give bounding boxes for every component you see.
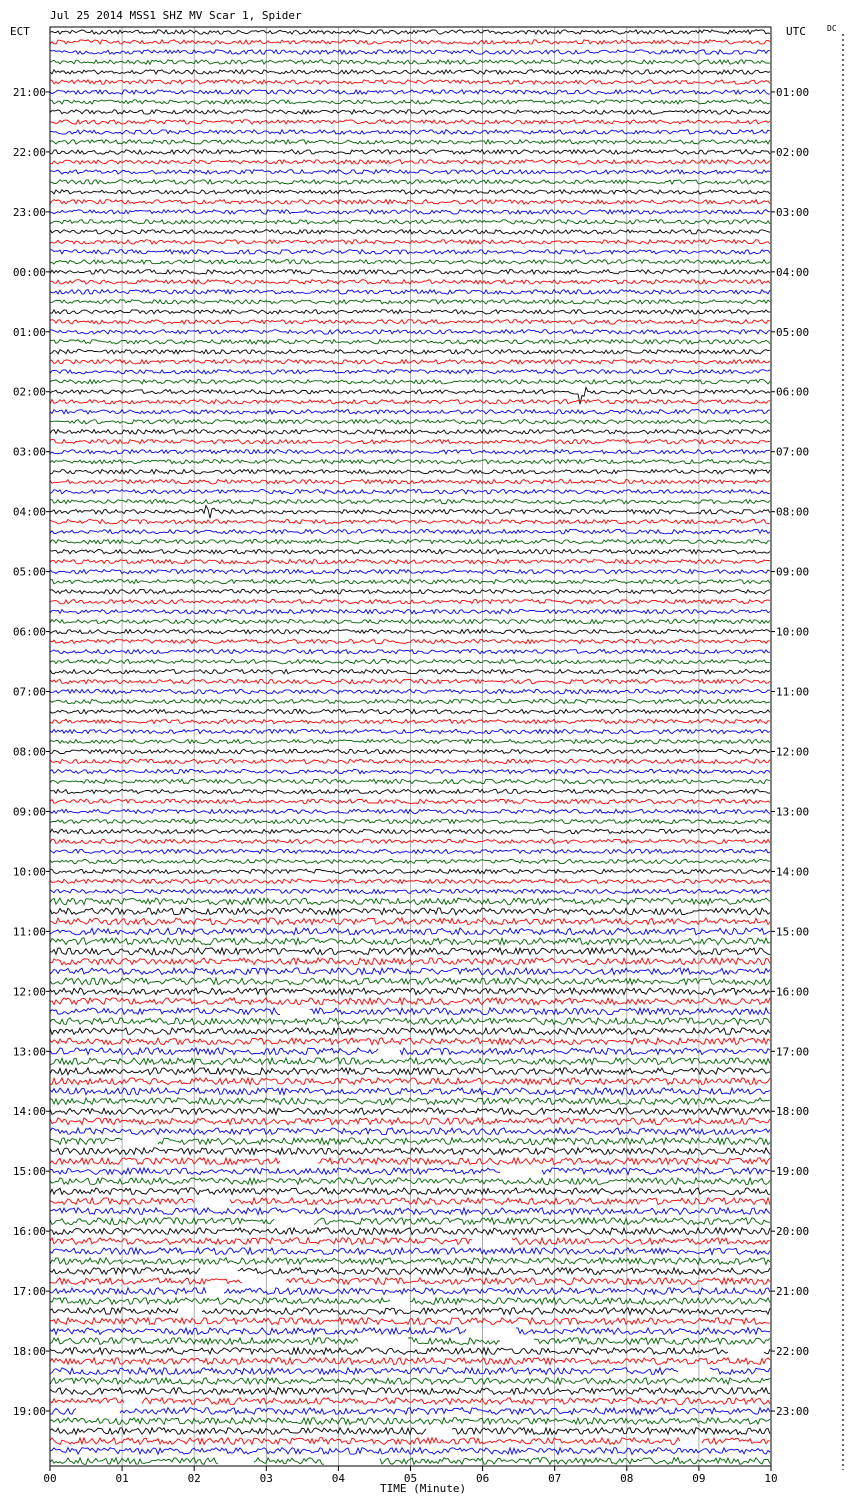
trace-line — [50, 1218, 770, 1225]
y-tick-label-right: 06:00 — [776, 385, 810, 399]
trace-line — [50, 220, 770, 224]
x-tick-label: 00 — [43, 1472, 57, 1485]
trace-line — [50, 270, 770, 274]
trace-line — [50, 580, 770, 584]
trace-line — [50, 898, 770, 905]
y-tick-label-left: 00:00 — [12, 265, 46, 279]
trace-line — [50, 1068, 770, 1075]
y-tick-label-right: 12:00 — [776, 745, 810, 759]
trace-line — [50, 1058, 770, 1065]
y-tick-label-left: 01:00 — [12, 325, 46, 339]
trace-line — [50, 889, 770, 893]
y-tick-label-right: 02:00 — [776, 145, 810, 159]
trace-line — [50, 839, 770, 843]
trace-line — [50, 918, 770, 925]
trace-line — [50, 1278, 770, 1285]
trace-line — [50, 1098, 770, 1105]
trace-line — [50, 300, 770, 304]
trace-line — [50, 1448, 770, 1455]
trace-line — [50, 759, 770, 763]
trace-line — [50, 530, 770, 534]
trace-line — [50, 350, 770, 354]
y-tick-label-right: 09:00 — [776, 565, 810, 579]
trace-line — [50, 629, 770, 633]
trace-line — [50, 40, 770, 44]
trace-line — [50, 460, 770, 464]
trace-line — [50, 1398, 770, 1405]
trace-line — [50, 1118, 770, 1125]
trace-line — [50, 709, 770, 713]
trace-line — [50, 958, 770, 965]
y-tick-label-left: 19:00 — [12, 1405, 46, 1419]
y-axis-left — [13, 86, 50, 1418]
trace-line — [50, 410, 770, 414]
y-tick-label-right: 03:00 — [776, 205, 810, 219]
trace-line — [50, 120, 770, 124]
trace-line — [50, 506, 770, 518]
y-tick-label-left: 03:00 — [12, 445, 46, 459]
trace-line — [50, 1458, 770, 1465]
y-tick-label-right: 23:00 — [776, 1405, 810, 1419]
trace-line — [50, 1258, 770, 1265]
x-tick-label: 05 — [403, 1472, 418, 1485]
trace-line — [50, 699, 770, 703]
trace-line — [50, 1188, 770, 1195]
trace-line — [50, 50, 770, 54]
trace-line — [50, 729, 770, 733]
x-tick-label: 06 — [475, 1472, 490, 1485]
trace-line — [50, 420, 770, 424]
x-tick-label: 04 — [331, 1472, 346, 1485]
trace-line — [50, 829, 770, 833]
trace-line — [50, 559, 770, 563]
trace-line — [50, 180, 770, 184]
y-tick-label-left: 15:00 — [12, 1165, 46, 1179]
trace-line — [50, 539, 770, 543]
trace-line — [50, 1238, 770, 1245]
y-tick-label-left: 12:00 — [12, 985, 46, 999]
y-tick-label-right: 13:00 — [776, 805, 810, 819]
trace-line — [50, 280, 770, 284]
trace-line — [50, 719, 770, 723]
trace-line — [50, 440, 770, 444]
trace-line — [50, 1208, 770, 1215]
trace-line — [50, 1038, 770, 1045]
trace-line — [50, 928, 770, 935]
x-tick-label: 01 — [115, 1472, 129, 1485]
trace-line — [50, 589, 770, 593]
y-tick-label-left: 11:00 — [12, 925, 46, 939]
trace-line — [50, 1108, 770, 1115]
trace-line — [50, 649, 770, 653]
trace-line — [50, 290, 770, 294]
y-tick-label-right: 07:00 — [776, 445, 810, 459]
trace-line — [50, 968, 770, 975]
y-tick-label-right: 11:00 — [776, 685, 810, 699]
trace-line — [50, 938, 770, 945]
y-tick-label-right: 19:00 — [776, 1165, 810, 1179]
trace-line — [50, 400, 770, 404]
y-tick-label-left: 17:00 — [12, 1285, 46, 1299]
trace-line — [50, 679, 770, 683]
trace-line — [50, 998, 770, 1005]
trace-line — [50, 1388, 770, 1395]
trace-line — [50, 1338, 770, 1345]
y-tick-label-left: 06:00 — [12, 625, 46, 639]
trace-line — [50, 1288, 770, 1295]
trace-line — [50, 1088, 770, 1095]
y-tick-label-right: 08:00 — [776, 505, 810, 519]
y-tick-label-right: 20:00 — [776, 1225, 810, 1239]
trace-line — [50, 619, 770, 623]
left-timezone-label: ECT — [10, 25, 30, 38]
y-tick-label-left: 04:00 — [12, 505, 46, 519]
trace-line — [50, 240, 770, 244]
trace-line — [50, 1048, 770, 1055]
y-tick-label-left: 02:00 — [12, 385, 46, 399]
trace-line — [50, 849, 770, 853]
y-tick-label-left: 13:00 — [12, 1045, 46, 1059]
x-tick-label: 10 — [764, 1472, 778, 1485]
trace-line — [50, 450, 770, 454]
y-tick-label-left: 10:00 — [12, 865, 46, 879]
y-tick-label-right: 05:00 — [776, 325, 810, 339]
y-tick-label-left: 08:00 — [12, 745, 46, 759]
trace-line — [50, 689, 770, 693]
y-tick-label-right: 10:00 — [776, 625, 810, 639]
y-axis-right — [771, 86, 809, 1418]
trace-line — [50, 90, 770, 94]
trace-line — [50, 190, 770, 194]
trace-line — [50, 1178, 770, 1185]
y-tick-label-right: 04:00 — [776, 265, 810, 279]
trace-line — [50, 250, 770, 254]
y-tick-label-left: 07:00 — [12, 685, 46, 699]
y-tick-label-left: 18:00 — [12, 1345, 46, 1359]
trace-line — [50, 1318, 770, 1325]
trace-line — [50, 490, 770, 494]
trace-line — [50, 1148, 770, 1155]
trace-line — [50, 130, 770, 134]
trace-line — [50, 380, 770, 384]
trace-line — [50, 70, 770, 74]
x-tick-label: 02 — [187, 1472, 201, 1485]
trace-line — [50, 100, 770, 104]
x-tick-label: 07 — [548, 1472, 562, 1485]
trace-line — [50, 1308, 770, 1315]
y-tick-label-right: 14:00 — [776, 865, 810, 879]
trace-line — [50, 1268, 770, 1275]
y-tick-label-right: 16:00 — [776, 985, 810, 999]
y-tick-label-right: 15:00 — [776, 925, 810, 939]
trace-line — [50, 520, 770, 524]
trace-line — [50, 1368, 770, 1375]
trace-line — [50, 779, 770, 783]
trace-line — [50, 869, 770, 873]
x-tick-label: 03 — [259, 1472, 273, 1485]
y-tick-label-left: 16:00 — [12, 1225, 46, 1239]
trace-line — [50, 609, 770, 613]
trace-line — [50, 60, 770, 64]
y-tick-label-left: 09:00 — [12, 805, 46, 819]
x-axis-ticks — [43, 1466, 777, 1485]
trace-line — [50, 1428, 770, 1435]
trace-line — [50, 1298, 770, 1305]
trace-line — [50, 819, 770, 823]
trace-line — [50, 1228, 770, 1235]
trace-line — [50, 978, 770, 985]
y-tick-label-right: 01:00 — [776, 85, 810, 99]
trace-line — [50, 769, 770, 773]
trace-line — [50, 340, 770, 344]
trace-line — [50, 170, 770, 174]
trace-line — [50, 1348, 770, 1355]
trace-line — [50, 260, 770, 264]
x-tick-label: 08 — [620, 1472, 634, 1485]
trace-line — [50, 320, 770, 324]
trace-line — [50, 1438, 770, 1445]
y-tick-label-left: 22:00 — [12, 145, 46, 159]
trace-line — [50, 739, 770, 743]
trace-line — [50, 659, 770, 663]
trace-line — [50, 470, 770, 474]
trace-line — [50, 80, 770, 84]
trace-line — [50, 789, 770, 793]
plot-title: Jul 25 2014 MSS1 SHZ MV Scar 1, Spider — [50, 9, 302, 22]
x-axis-label: TIME (Minute) — [380, 1482, 467, 1495]
right-timezone-label: UTC — [786, 25, 806, 38]
trace-line — [50, 360, 770, 364]
trace-line — [50, 859, 770, 863]
trace-line — [50, 799, 770, 803]
trace-line — [50, 1408, 770, 1415]
trace-line — [50, 160, 770, 164]
trace-line — [50, 330, 770, 334]
trace-line — [50, 1198, 770, 1205]
trace-line — [50, 1008, 770, 1015]
y-tick-label-left: 05:00 — [12, 565, 46, 579]
trace-line — [50, 110, 770, 114]
trace-line — [50, 1128, 770, 1135]
trace-line — [50, 908, 770, 915]
trace-line — [50, 599, 770, 603]
trace-line — [50, 1248, 770, 1255]
trace-line — [50, 1158, 770, 1165]
trace-line — [50, 1078, 770, 1085]
y-tick-label-right: 22:00 — [776, 1345, 810, 1359]
seismic-traces — [50, 30, 770, 1465]
trace-line — [50, 988, 770, 995]
trace-line — [50, 500, 770, 504]
trace-line — [50, 639, 770, 643]
trace-line — [50, 669, 770, 673]
y-tick-label-right: 21:00 — [776, 1285, 810, 1299]
trace-line — [50, 1138, 770, 1145]
trace-line — [50, 809, 770, 813]
x-tick-label: 09 — [692, 1472, 706, 1485]
trace-line — [50, 140, 770, 144]
trace-line — [50, 1378, 770, 1385]
trace-line — [50, 1418, 770, 1425]
trace-line — [50, 430, 770, 434]
trace-line — [50, 200, 770, 204]
trace-line — [50, 879, 770, 883]
y-tick-label-left: 23:00 — [12, 205, 46, 219]
dc-label: DC — [827, 24, 837, 33]
trace-line — [50, 370, 770, 374]
trace-line — [50, 310, 770, 314]
trace-line — [50, 1018, 770, 1025]
trace-line — [50, 480, 770, 484]
trace-line — [50, 150, 770, 154]
y-tick-label-left: 14:00 — [12, 1105, 46, 1119]
trace-line — [50, 1358, 770, 1365]
trace-line — [50, 230, 770, 234]
trace-line — [50, 210, 770, 214]
trace-line — [50, 948, 770, 955]
y-tick-label-left: 21:00 — [12, 85, 46, 99]
y-tick-label-right: 18:00 — [776, 1105, 810, 1119]
y-tick-label-right: 17:00 — [776, 1045, 810, 1059]
trace-line — [50, 1028, 770, 1035]
trace-line — [50, 1168, 770, 1175]
trace-line — [50, 749, 770, 753]
trace-line — [50, 30, 770, 34]
trace-line — [50, 1328, 770, 1335]
trace-line — [50, 569, 770, 573]
trace-line — [50, 550, 770, 554]
